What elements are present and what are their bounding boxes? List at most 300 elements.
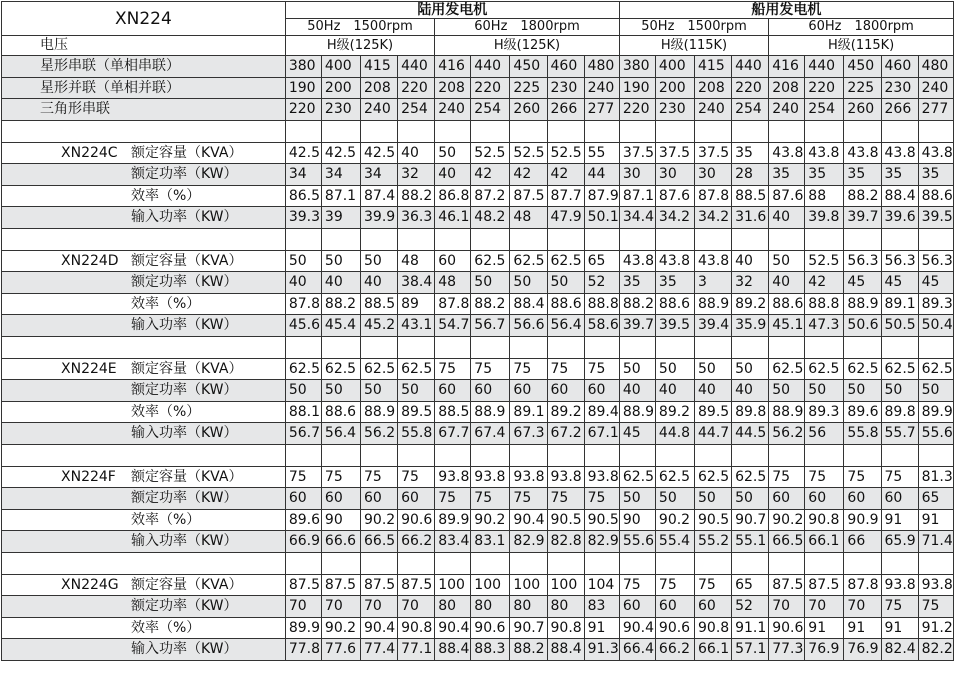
value-cell: 43.8 — [695, 250, 732, 272]
empty-cell — [695, 336, 732, 358]
value-cell: 88.5 — [435, 401, 471, 423]
value-cell: 225 — [510, 77, 547, 99]
value-cell: 39.3 — [285, 207, 321, 229]
value-cell: 415 — [361, 56, 398, 78]
value-cell: 88.4 — [547, 639, 584, 661]
value-cell: 254 — [805, 99, 844, 121]
value-cell: 55.6 — [619, 531, 655, 553]
value-cell: 62.5 — [510, 250, 547, 272]
value-cell: 55.2 — [695, 531, 732, 553]
empty-cell — [510, 120, 547, 142]
value-cell: 87.8 — [695, 185, 732, 207]
value-cell: 400 — [655, 56, 694, 78]
empty-cell — [471, 228, 510, 250]
freq-header: 50Hz 1500rpm — [619, 19, 768, 36]
empty-cell — [398, 336, 435, 358]
empty-cell — [321, 228, 360, 250]
value-cell: 87.2 — [471, 185, 510, 207]
parameter-label: 额定容量（KVA） — [131, 576, 243, 593]
row-label — [2, 466, 286, 488]
value-cell: 66.1 — [805, 531, 844, 553]
value-cell: 44.8 — [655, 423, 694, 445]
parameter-label: 额定功率（KW） — [131, 274, 238, 291]
value-cell: 45.1 — [769, 315, 805, 337]
parameter-label: 效率（%） — [131, 619, 201, 636]
empty-cell — [844, 228, 881, 250]
empty-cell — [918, 552, 953, 574]
row-label — [2, 574, 286, 596]
value-cell: 75 — [285, 466, 321, 488]
value-cell: 62.5 — [398, 358, 435, 380]
empty-cell — [285, 228, 321, 250]
value-cell: 60 — [435, 380, 471, 402]
value-cell: 50 — [321, 380, 360, 402]
value-cell: 220 — [619, 99, 655, 121]
value-cell: 34 — [361, 164, 398, 186]
value-cell: 56.4 — [321, 423, 360, 445]
value-cell: 88.2 — [471, 293, 510, 315]
empty-cell — [844, 120, 881, 142]
parameter-label: 额定容量（KVA） — [131, 360, 243, 377]
empty-cell — [398, 228, 435, 250]
empty-cell — [285, 120, 321, 142]
value-cell: 90.2 — [655, 509, 694, 531]
value-cell: 75 — [881, 596, 918, 618]
value-cell: 55.4 — [655, 531, 694, 553]
value-cell: 88.9 — [361, 401, 398, 423]
value-cell: 225 — [844, 77, 881, 99]
value-cell: 88.6 — [918, 185, 953, 207]
parameter-label: 效率（%） — [131, 295, 201, 312]
value-cell: 260 — [844, 99, 881, 121]
parameter-label: 额定功率（KW） — [131, 490, 238, 507]
empty-cell — [881, 336, 918, 358]
value-cell: 45.2 — [361, 315, 398, 337]
value-cell: 52 — [732, 596, 769, 618]
empty-cell — [881, 228, 918, 250]
value-cell: 88.8 — [584, 293, 619, 315]
value-cell: 55.8 — [398, 423, 435, 445]
value-cell: 88.4 — [881, 185, 918, 207]
value-cell: 89 — [398, 293, 435, 315]
value-cell: 77.3 — [769, 639, 805, 661]
empty-cell — [547, 336, 584, 358]
value-cell: 30 — [695, 164, 732, 186]
empty-cell — [619, 336, 655, 358]
value-cell: 65 — [584, 250, 619, 272]
row-label — [2, 639, 286, 661]
empty-cell — [732, 228, 769, 250]
empty-cell — [805, 228, 844, 250]
value-cell: 70 — [398, 596, 435, 618]
value-cell: 240 — [918, 77, 953, 99]
insulation-class: H级(115K) — [619, 36, 768, 56]
parameter-label: 效率（%） — [131, 403, 201, 420]
parameter-label: 额定功率（KW） — [131, 598, 238, 615]
value-cell: 230 — [321, 99, 360, 121]
value-cell: 52.5 — [805, 250, 844, 272]
header-row-groups — [2, 2, 954, 19]
value-cell: 89.9 — [918, 401, 953, 423]
value-cell: 75 — [619, 574, 655, 596]
empty-cell — [769, 120, 805, 142]
value-cell: 40 — [321, 272, 360, 294]
value-cell: 88.9 — [844, 293, 881, 315]
empty-cell — [918, 444, 953, 466]
value-cell: 90 — [321, 509, 360, 531]
value-cell: 66.4 — [619, 639, 655, 661]
table-row — [2, 56, 954, 78]
value-cell: 240 — [361, 99, 398, 121]
empty-cell — [361, 228, 398, 250]
value-cell: 90.8 — [398, 617, 435, 639]
empty-cell — [398, 120, 435, 142]
value-cell: 87.8 — [285, 293, 321, 315]
value-cell: 90.4 — [361, 617, 398, 639]
table-row — [2, 488, 954, 510]
empty-cell — [285, 552, 321, 574]
empty-cell — [655, 336, 694, 358]
empty-cell — [2, 228, 286, 250]
value-cell: 48 — [510, 207, 547, 229]
value-cell: 83.1 — [471, 531, 510, 553]
value-cell: 90.2 — [361, 509, 398, 531]
value-cell: 66.1 — [695, 639, 732, 661]
value-cell: 83.4 — [435, 531, 471, 553]
value-cell: 39.9 — [361, 207, 398, 229]
value-cell: 89.8 — [732, 401, 769, 423]
value-cell: 55 — [584, 142, 619, 164]
empty-cell — [695, 120, 732, 142]
value-cell: 34 — [285, 164, 321, 186]
value-cell: 35 — [769, 164, 805, 186]
value-cell: 35 — [881, 164, 918, 186]
table-row — [2, 164, 954, 186]
value-cell: 62.5 — [619, 466, 655, 488]
value-cell: 35 — [619, 272, 655, 294]
value-cell: 62.5 — [881, 358, 918, 380]
empty-cell — [655, 552, 694, 574]
value-cell: 416 — [435, 56, 471, 78]
row-label — [2, 423, 286, 445]
empty-cell — [2, 552, 286, 574]
value-cell: 88.9 — [695, 293, 732, 315]
value-cell: 70 — [844, 596, 881, 618]
empty-cell — [2, 336, 286, 358]
row-label — [2, 358, 286, 380]
insulation-class: H级(115K) — [769, 36, 954, 56]
value-cell: 40 — [435, 164, 471, 186]
table-row — [2, 293, 954, 315]
value-cell: 67.1 — [584, 423, 619, 445]
value-cell: 100 — [471, 574, 510, 596]
value-cell: 88.6 — [321, 401, 360, 423]
value-cell: 87.1 — [619, 185, 655, 207]
value-cell: 43.8 — [769, 142, 805, 164]
table-row — [2, 423, 954, 445]
empty-cell — [844, 444, 881, 466]
value-cell: 440 — [732, 56, 769, 78]
value-cell: 31.6 — [732, 207, 769, 229]
empty-cell — [881, 552, 918, 574]
value-cell: 52 — [584, 272, 619, 294]
row-label — [2, 380, 286, 402]
empty-cell — [695, 228, 732, 250]
value-cell: 45 — [844, 272, 881, 294]
value-cell: 66.6 — [321, 531, 360, 553]
value-cell: 66 — [844, 531, 881, 553]
value-cell: 82.2 — [918, 639, 953, 661]
value-cell: 90 — [619, 509, 655, 531]
value-cell: 88.2 — [398, 185, 435, 207]
value-cell: 82.9 — [584, 531, 619, 553]
value-cell: 75 — [769, 466, 805, 488]
empty-cell — [584, 444, 619, 466]
value-cell: 50 — [361, 380, 398, 402]
insulation-class: H级(125K) — [285, 36, 434, 56]
value-cell: 66.5 — [769, 531, 805, 553]
value-cell: 42 — [510, 164, 547, 186]
value-cell: 34.4 — [619, 207, 655, 229]
value-cell: 55.1 — [732, 531, 769, 553]
model-name: XN224G — [61, 576, 119, 593]
value-cell: 62.5 — [285, 358, 321, 380]
empty-cell — [619, 120, 655, 142]
parameter-label: 输入功率（KW） — [131, 641, 238, 658]
row-label — [2, 185, 286, 207]
value-cell: 415 — [695, 56, 732, 78]
value-cell: 450 — [844, 56, 881, 78]
value-cell: 87.5 — [769, 574, 805, 596]
empty-cell — [732, 552, 769, 574]
value-cell: 440 — [805, 56, 844, 78]
empty-cell — [435, 336, 471, 358]
value-cell: 56.6 — [510, 315, 547, 337]
value-cell: 100 — [510, 574, 547, 596]
value-cell: 50 — [732, 488, 769, 510]
value-cell: 30 — [655, 164, 694, 186]
empty-cell — [435, 120, 471, 142]
table-row — [2, 509, 954, 531]
value-cell: 88.6 — [655, 293, 694, 315]
empty-cell — [285, 336, 321, 358]
value-cell: 50.1 — [584, 207, 619, 229]
value-cell: 39.5 — [655, 315, 694, 337]
value-cell: 77.1 — [398, 639, 435, 661]
value-cell: 3 — [695, 272, 732, 294]
empty-cell — [805, 336, 844, 358]
empty-cell — [510, 444, 547, 466]
value-cell: 43.8 — [805, 142, 844, 164]
value-cell: 65 — [732, 574, 769, 596]
value-cell: 50 — [547, 272, 584, 294]
empty-cell — [695, 444, 732, 466]
empty-cell — [321, 444, 360, 466]
value-cell: 87.5 — [510, 185, 547, 207]
value-cell: 480 — [584, 56, 619, 78]
value-cell: 87.6 — [769, 185, 805, 207]
value-cell: 50 — [361, 250, 398, 272]
value-cell: 62.5 — [769, 358, 805, 380]
value-cell: 89.5 — [398, 401, 435, 423]
value-cell: 70 — [361, 596, 398, 618]
table-row — [2, 466, 954, 488]
empty-cell — [619, 444, 655, 466]
value-cell: 89.9 — [285, 617, 321, 639]
value-cell: 55.6 — [918, 423, 953, 445]
empty-cell — [471, 444, 510, 466]
value-cell: 83 — [584, 596, 619, 618]
value-cell: 60 — [398, 488, 435, 510]
value-cell: 87.5 — [398, 574, 435, 596]
value-cell: 60 — [695, 596, 732, 618]
value-cell: 54.7 — [435, 315, 471, 337]
table-row — [2, 380, 954, 402]
value-cell: 75 — [844, 466, 881, 488]
value-cell: 88.9 — [769, 401, 805, 423]
value-cell: 100 — [435, 574, 471, 596]
empty-cell — [655, 120, 694, 142]
value-cell: 38.4 — [398, 272, 435, 294]
value-cell: 220 — [471, 77, 510, 99]
value-cell: 91 — [881, 617, 918, 639]
value-cell: 91 — [844, 617, 881, 639]
value-cell: 91 — [918, 509, 953, 531]
value-cell: 40 — [655, 380, 694, 402]
value-cell: 75 — [547, 488, 584, 510]
model-name: XN224F — [61, 468, 116, 485]
value-cell: 90.8 — [805, 509, 844, 531]
value-cell: 50.5 — [881, 315, 918, 337]
parameter-label: 输入功率（KW） — [131, 533, 238, 550]
value-cell: 93.8 — [881, 574, 918, 596]
value-cell: 60 — [361, 488, 398, 510]
value-cell: 71.4 — [918, 531, 953, 553]
value-cell: 37.5 — [695, 142, 732, 164]
value-cell: 88.9 — [471, 401, 510, 423]
value-cell: 88 — [805, 185, 844, 207]
value-cell: 200 — [321, 77, 360, 99]
value-cell: 90.4 — [510, 509, 547, 531]
value-cell: 220 — [285, 99, 321, 121]
table-row — [2, 272, 954, 294]
value-cell: 60 — [285, 488, 321, 510]
empty-cell — [435, 228, 471, 250]
empty-cell — [471, 120, 510, 142]
row-label — [2, 617, 286, 639]
empty-cell — [844, 336, 881, 358]
value-cell: 46.1 — [435, 207, 471, 229]
value-cell: 67.4 — [471, 423, 510, 445]
value-cell: 90.2 — [321, 617, 360, 639]
value-cell: 89.6 — [285, 509, 321, 531]
value-cell: 67.7 — [435, 423, 471, 445]
value-cell: 76.9 — [844, 639, 881, 661]
value-cell: 66.5 — [361, 531, 398, 553]
value-cell: 230 — [655, 99, 694, 121]
empty-cell — [361, 552, 398, 574]
value-cell: 56.7 — [471, 315, 510, 337]
spec-table — [1, 1, 954, 661]
value-cell: 39.7 — [844, 207, 881, 229]
value-cell: 82.9 — [510, 531, 547, 553]
value-cell: 75 — [584, 488, 619, 510]
value-cell: 75 — [805, 466, 844, 488]
empty-cell — [732, 120, 769, 142]
table-row — [2, 315, 954, 337]
empty-cell — [398, 444, 435, 466]
value-cell: 91.2 — [918, 617, 953, 639]
value-cell: 35 — [918, 164, 953, 186]
value-cell: 47.3 — [805, 315, 844, 337]
value-cell: 35 — [655, 272, 694, 294]
value-cell: 93.8 — [918, 574, 953, 596]
value-cell: 48 — [435, 272, 471, 294]
value-cell: 380 — [285, 56, 321, 78]
empty-cell — [471, 552, 510, 574]
value-cell: 75 — [547, 358, 584, 380]
value-cell: 56.7 — [285, 423, 321, 445]
empty-cell — [584, 552, 619, 574]
value-cell: 77.6 — [321, 639, 360, 661]
value-cell: 75 — [435, 488, 471, 510]
value-cell: 30 — [619, 164, 655, 186]
connection-label: 三角形串联 — [2, 99, 286, 121]
value-cell: 87.9 — [584, 185, 619, 207]
value-cell: 91 — [805, 617, 844, 639]
value-cell: 76.9 — [805, 639, 844, 661]
value-cell: 45.4 — [321, 315, 360, 337]
table-row — [2, 358, 954, 380]
freq-header: 60Hz 1800rpm — [435, 19, 620, 36]
value-cell: 40 — [769, 207, 805, 229]
value-cell: 220 — [398, 77, 435, 99]
connection-label: 星形串联（单相串联） — [2, 56, 286, 78]
value-cell: 440 — [398, 56, 435, 78]
empty-cell — [547, 444, 584, 466]
value-cell: 75 — [321, 466, 360, 488]
table-row — [2, 185, 954, 207]
value-cell: 91 — [584, 617, 619, 639]
parameter-label: 额定容量（KVA） — [131, 252, 243, 269]
value-cell: 56 — [805, 423, 844, 445]
value-cell: 90.2 — [769, 509, 805, 531]
value-cell: 39.4 — [695, 315, 732, 337]
value-cell: 40 — [285, 272, 321, 294]
value-cell: 50 — [769, 380, 805, 402]
value-cell: 87.5 — [805, 574, 844, 596]
empty-cell — [918, 228, 953, 250]
value-cell: 87.5 — [321, 574, 360, 596]
empty-cell — [361, 336, 398, 358]
value-cell: 75 — [435, 358, 471, 380]
value-cell: 75 — [918, 596, 953, 618]
value-cell: 62.5 — [918, 358, 953, 380]
value-cell: 89.3 — [805, 401, 844, 423]
value-cell: 70 — [321, 596, 360, 618]
value-cell: 89.6 — [844, 401, 881, 423]
value-cell: 75 — [361, 466, 398, 488]
value-cell: 42.5 — [361, 142, 398, 164]
value-cell: 90.5 — [695, 509, 732, 531]
value-cell: 62.5 — [655, 466, 694, 488]
table-row — [2, 639, 954, 661]
value-cell: 47.9 — [547, 207, 584, 229]
value-cell: 60 — [844, 488, 881, 510]
table-row — [2, 142, 954, 164]
value-cell: 62.5 — [695, 466, 732, 488]
empty-cell — [2, 444, 286, 466]
